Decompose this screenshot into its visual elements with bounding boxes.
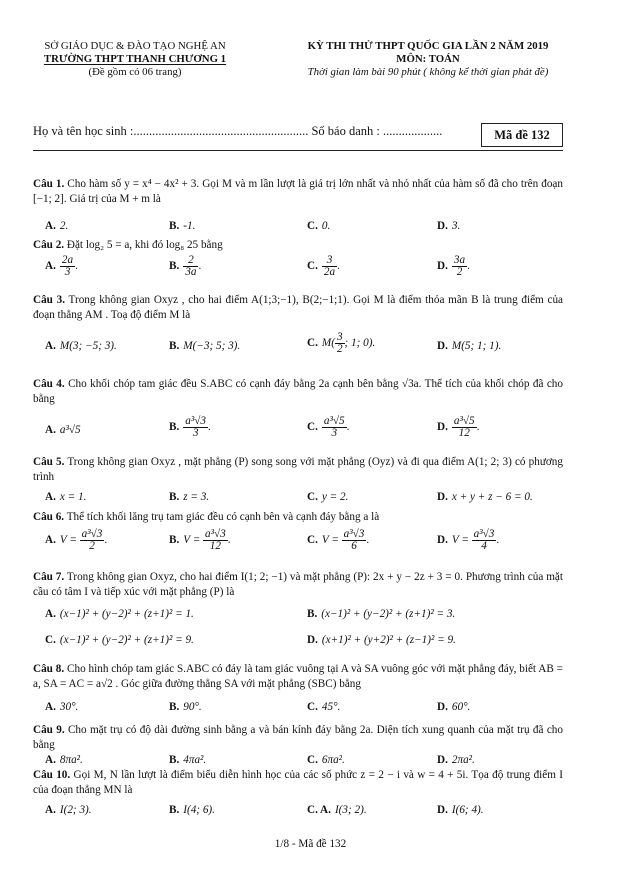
page-count-note: (Đề gồm có 06 trang) [88,66,182,78]
answer-option-d[interactable] [437,416,479,439]
answer-option-a[interactable] [45,529,107,552]
question-10 [33,768,563,798]
numerator: 3a [453,254,466,266]
question-text: Trong không gian Oxyz , mặt phẳng (P) song song với mặt phẳng (Oyz) và đi qua điểm A(1; 2; 3) có phương trình [33,456,563,483]
period: . [346,421,350,434]
answer-option-d[interactable] [307,634,456,646]
answer-option-b[interactable] [307,608,455,620]
option-letter: D. [437,491,448,503]
option-letter: A. [45,608,56,620]
option-letter: C. [307,337,318,350]
option-text: 60°. [451,701,471,713]
denominator: 2 [456,266,463,278]
answer-option-d[interactable] [437,529,499,552]
option-letter: B. [169,260,180,273]
option-text: 4πa². [183,754,207,766]
answer-option-d[interactable] [437,340,501,352]
option-letter: A. [45,701,56,713]
fraction [472,528,500,552]
denominator: 4 [481,540,487,552]
option-letter: A. [45,754,56,766]
option-text: -1. [183,220,196,232]
department-name: SỞ GIÁO DỤC & ĐÀO TẠO NGHỆ AN [44,40,226,52]
fraction [183,255,198,278]
question-text: Cho khối chóp tam giác đều S.ABC có cạnh đáy bằng 2a cạnh bên bằng √3a. Thể tích của khối chóp đã cho bằng [33,378,563,405]
answer-options [45,415,565,444]
option-text: 6πa². [321,754,345,766]
numerator: a³√5 [323,415,345,427]
option-text: I(2; 3). [59,804,92,816]
fraction [322,255,337,278]
period: . [198,260,202,273]
option-letter: D. [437,701,448,713]
option-text: a³√5 [59,424,81,436]
answer-option-c[interactable] [307,220,330,232]
option-prefix: V = [321,534,342,547]
answer-options [45,701,565,721]
option-letter: D. [437,220,448,232]
answer-options [45,491,565,511]
answer-option-c[interactable] [307,754,345,766]
option-letter: A. [45,340,56,352]
answer-option-c[interactable] [307,491,348,503]
question-label: Câu 3. [33,294,66,306]
question-7 [33,570,563,600]
option-text: 0. [321,220,331,232]
student-info [33,124,442,139]
option-letter: C. [307,534,318,547]
question-label: Câu 4. [33,378,65,390]
answer-option-b[interactable] [169,754,206,766]
option-letter: A. [45,260,56,273]
option-letter: D. [307,634,318,646]
option-letter: D. [437,754,448,766]
question-label: Câu 2. [33,239,65,251]
numerator: a³√3 [343,528,365,540]
option-text: 3. [451,220,461,232]
option-text: z = 3. [183,491,210,503]
exam-code-box: Mã đề 132 [481,123,563,147]
answer-option-d[interactable] [437,220,460,232]
option-text: 8πa². [59,754,83,766]
answer-option-c[interactable] [307,701,340,713]
question-label: Câu 6. [33,511,65,523]
question-8 [33,662,563,692]
answer-option-a[interactable] [45,701,78,713]
option-letter: B. [169,421,180,434]
numerator: 2 [183,255,198,267]
option-text: x = 1. [59,491,87,503]
option-letter: B. [169,534,180,547]
question-label: Câu 5. [33,456,65,468]
option-letter: B. [307,608,318,620]
denominator: 2a [323,266,336,278]
denominator: 3 [331,427,338,439]
answer-option-c[interactable] [307,255,340,278]
numerator: 3 [336,331,343,343]
answer-options [45,634,565,654]
answer-option-a[interactable] [45,608,194,620]
option-letter: B. [169,220,180,232]
option-prefix: V = [183,534,204,547]
answer-options [45,528,565,557]
option-letter: C. [307,260,318,273]
fraction [203,529,228,552]
denominator: 3 [64,266,71,278]
option-text: (x−1)² + (y−2)² + (z+1)² = 9. [59,634,194,646]
denominator: 3a [185,266,197,278]
question-text: Cho hình chóp tam giác S.ABC có đáy là tam giác vuông tại A và SA vuông góc với mặt phẳng đáy, biết AB = a, SA = AC = a√2 . Góc giữa đường thẳng SA với mặt phẳng (SBC) bằng [33,663,563,690]
option-letter: D. [437,421,448,434]
option-letter: C. [45,634,56,646]
denominator: 2 [336,343,343,355]
answer-option-d[interactable] [437,491,533,503]
fraction [452,255,467,278]
option-letter: B. [169,340,180,352]
denominator: 2 [89,540,95,552]
numerator: 2a [61,254,74,266]
answer-option-b[interactable] [169,220,195,232]
option-letter: D. [437,804,448,816]
answer-options [45,254,565,283]
denominator: 12 [458,427,470,439]
answer-option-a[interactable] [45,424,81,436]
answer-options [45,608,565,628]
option-text: y = 2. [321,491,349,503]
question-label: Câu 1. [33,178,65,190]
question-9 [33,723,563,753]
answer-option-a[interactable] [307,804,367,816]
option-text: I(6; 4). [451,804,484,816]
time-note: Thời gian làm bài 90 phút ( không kể thời gian phát đề) [307,66,549,78]
denominator: 6 [351,540,357,552]
question-4 [33,377,563,407]
question-text: Cho hàm số y = x⁴ − 4x² + 3. Gọi M và m lần lượt là giá trị lớn nhất và nhỏ nhất của hàm số đã cho trên đoạn [−1; 2]. Giá trị của M + m là [33,178,563,205]
option-text: 90°. [183,701,202,713]
option-letter: B. [169,491,180,503]
answer-option-b[interactable] [169,804,215,816]
question-label: Câu 7. [33,571,65,583]
option-letter: B. [169,754,180,766]
question-text: Gọi M, N lần lượt là điểm biểu diễn hình học của các số phức z = 2 − i và w = 4 + 5i. Tọa độ trung điểm I của đoạn thẳng MN là [33,769,563,796]
option-letter: A. [45,804,56,816]
exam-title: KỲ THI THỬ THPT QUỐC GIA LẦN 2 NĂM 2019 [307,40,549,52]
option-letter: C. A. [307,804,331,816]
answer-options [45,220,565,240]
option-text: (x+1)² + (y+2)² + (z−1)² = 9. [321,634,456,646]
fraction [335,332,345,355]
option-text: 45°. [321,701,341,713]
fraction [183,416,208,439]
option-text: x + y + z − 6 = 0. [451,491,533,503]
period: . [476,421,480,434]
numerator: a³√3 [185,415,206,427]
option-letter: D. [437,340,448,352]
answer-option-a[interactable] [45,340,117,352]
question-text: Thể tích khối lăng trụ tam giác đều có cạnh bên và cạnh đáy bằng a là [64,511,380,523]
answer-option-d[interactable] [437,754,475,766]
option-text: (x−1)² + (y−2)² + (z+1)² = 1. [59,608,194,620]
option-letter: A. [45,491,56,503]
option-text: I(4; 6). [183,804,215,816]
period: . [467,260,470,273]
option-prefix: M( [321,337,335,350]
option-text: (x−1)² + (y−2)² + (z+1)² = 3. [321,608,456,620]
period: . [75,260,78,273]
divider [33,150,563,151]
option-text: M(−3; 5; 3). [183,340,241,352]
question-2 [33,238,563,253]
numerator: a³√3 [81,528,103,540]
question-label: Câu 9. [33,724,65,736]
fraction [322,416,347,439]
option-prefix: V = [59,534,80,547]
answer-option-c[interactable] [307,332,375,355]
option-text: 30°. [59,701,79,713]
answer-options [45,331,565,360]
answer-option-b[interactable] [169,529,231,552]
answer-option-d[interactable] [437,255,470,278]
period: . [366,534,370,547]
numerator: 3 [322,255,337,267]
period: . [207,421,211,434]
question-text: Cho mặt trụ có độ dài đường sinh bằng a và bán kính đáy bằng 2a. Diện tích xung quanh của mặt trụ đã cho bằng [33,724,563,751]
option-letter: D. [437,260,448,273]
option-text: M(5; 1; 1). [451,340,502,352]
option-prefix: V = [451,534,472,547]
option-letter: B. [169,701,180,713]
option-text: 2. [59,220,69,232]
answer-options [45,804,565,824]
option-text: M(3; −5; 3). [59,340,117,352]
fraction [60,255,75,278]
fraction [342,528,370,552]
answer-option-c[interactable] [307,416,349,439]
header-right [258,40,598,79]
fraction [80,528,108,552]
option-suffix: ; 1; 0). [344,337,376,350]
denominator: 3 [192,427,199,439]
option-letter: C. [307,491,318,503]
question-text: Trong không gian Oxyz, cho hai điểm I(1; 2; −1) và mặt phẳng (P): 2x + y − 2z + 3 = 0. Phương trình của mặt cầu có tâm I và tiếp xúc với mặt phẳng (P) là [33,571,563,598]
school-name: TRƯỜNG THPT THANH CHƯƠNG 1 [43,53,227,65]
answer-option-b[interactable] [169,491,209,503]
answer-option-a[interactable] [45,754,83,766]
subject: MÔN: TOÁN [396,53,460,65]
answer-option-d[interactable] [437,804,484,816]
option-letter: B. [169,804,180,816]
answer-option-a[interactable] [45,220,68,232]
period: . [337,260,340,273]
option-letter: A. [45,220,56,232]
question-3 [33,293,563,323]
denominator: 12 [209,540,221,552]
question-5 [33,455,563,485]
answer-option-a[interactable] [45,255,78,278]
page-footer: 1/8 - Mã đề 132 [274,838,347,850]
answer-option-b[interactable] [169,340,240,352]
answer-option-b[interactable] [169,416,211,439]
question-text: Trong không gian Oxyz , cho hai điểm A(1;3;−1), B(2;−1;1). Gọi M là điểm thỏa mãn B là trung điểm của đoạn thẳng AM . Toạ độ điểm M là [33,294,564,321]
question-label: Câu 8. [33,663,65,675]
numerator: a³√3 [205,528,226,540]
option-letter: A. [45,534,56,547]
numerator: a³√3 [473,528,495,540]
question-text: Đặt log₂ 5 = a, khi đó log₈ 25 bằng [64,239,223,251]
period: . [104,534,108,547]
option-letter: C. [307,220,318,232]
student-id-field: Số báo danh : ................... [308,124,443,138]
answer-option-c[interactable] [45,634,194,646]
answer-option-d[interactable] [437,701,470,713]
question-label: Câu 10. [33,769,71,781]
option-letter: C. [307,754,318,766]
answer-option-a[interactable] [45,491,86,503]
student-name-field: Họ và tên học sinh :........................................................ [33,124,309,138]
numerator: a³√5 [453,415,475,427]
option-letter: D. [437,534,448,547]
answer-option-c[interactable] [307,529,369,552]
answer-option-a[interactable] [45,804,92,816]
period: . [496,534,500,547]
option-text: 2πa². [451,754,475,766]
period: . [227,534,231,547]
fraction [452,416,477,439]
option-letter: C. [307,421,318,434]
answer-option-b[interactable] [169,701,202,713]
option-letter: C. [307,701,318,713]
option-letter: A. [45,424,56,436]
question-6 [33,510,563,525]
option-text: I(3; 2). [334,804,367,816]
header-left [30,40,240,79]
question-1 [33,177,563,207]
answer-option-b[interactable] [169,255,201,278]
